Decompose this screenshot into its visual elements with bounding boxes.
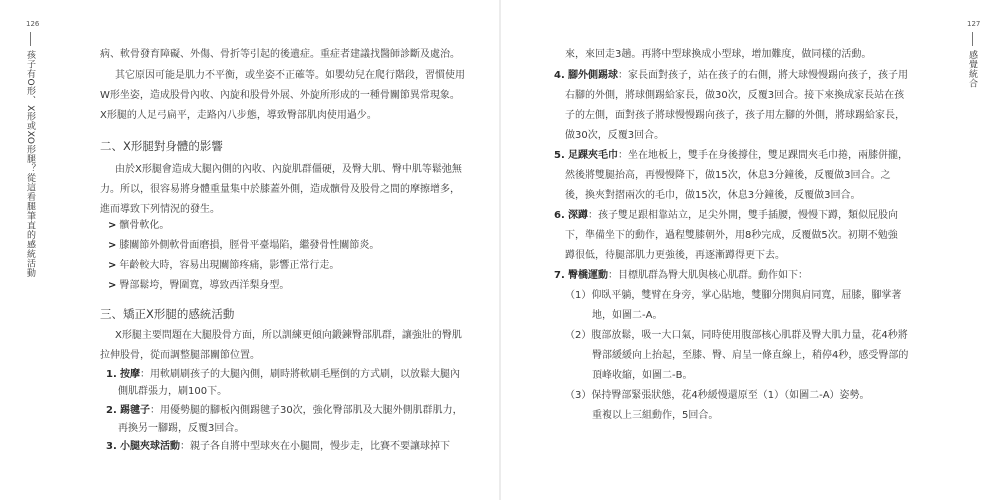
paragraph-line: X形腿的人足弓扁平，走路內八步態，導致臀部肌肉使用過少。 [100,110,377,121]
left-title-rule [30,32,31,46]
activity-item: 1. 按摩：用軟刷刷孩子的大腿內側，刷時將軟刷毛壓倒的方式刷，以放鬆大腿內 [106,369,460,380]
activity-item: 3. 小腿夾球活動：親子各自將中型球夾在小腿間，慢步走，比賽不要讓球掉下 [106,441,450,452]
activity-item-continued: 做30次，反覆3回合。 [565,130,665,141]
paragraph-line: 病、軟骨發育障礙、外傷、骨折等引起的後遺症。重症者建議找醫師診斷及處治。 [100,49,460,60]
arrow-bullet-icon: > [108,240,117,251]
section-heading: 三、矯正X形腿的感統活動 [100,307,235,321]
activity-item-continued: 下，準備坐下的動作，過程雙膝朝外，用8秒完成，反覆做5次。初期不勉強 [565,230,898,241]
right-page-number: 127 [967,20,981,28]
bullet-item: > 膝關節外側軟骨面磨損，脛骨平臺塌陷，繼發骨性關節炎。 [108,240,380,251]
sub-item: （2）腹部放鬆，吸一大口氣，同時使用腹部核心肌群及臀大肌力量，花4秒將 [565,330,908,341]
bullet-item: > 年齡較大時，容易出現關節疼痛，影響正常行走。 [108,260,340,271]
activity-item: 2. 踢毽子：用優勢腿的腳板內側踢毽子30次，強化臀部肌及大腿外側肌群肌力， [106,405,463,416]
paragraph-line: X形腿主要問題在大腿股骨方面，所以訓練更傾向鍛鍊臀部肌群，讓強壯的臀肌 [115,330,462,341]
paragraph-line: 其它原因可能是肌力不平衡，或坐姿不正確等。如嬰幼兒在爬行階段，習慣使用 [115,70,465,81]
right-chapter-title: 感覺統合 [967,50,977,88]
activity-item: 4. 腳外側踢球：家長面對孩子，站在孩子的右側，將大球慢慢踢向孩子，孩子用 [554,70,908,81]
left-page-number: 126 [26,20,40,28]
sub-item-continued: 重複以上三組動作，5回合。 [592,410,719,421]
activity-item: 6. 深蹲：孩子雙足跟相靠站立，足尖外開，雙手插腰，慢慢下蹲，類似屁股向 [554,210,898,221]
paragraph-line: 力。所以，很容易將身體重量集中於膝蓋外側，造成髕骨及股骨之間的摩擦增多， [100,184,460,195]
activity-item-continued: 側肌群張力，刷100下。 [118,386,228,397]
sub-item-continued: 頂峰收縮，如圖二-B。 [592,370,693,381]
paragraph-line: 進而導致下列情況的發生。 [100,204,220,215]
arrow-bullet-icon: > [108,220,117,231]
section-heading: 二、X形腿對身體的影響 [100,139,223,153]
arrow-bullet-icon: > [108,280,117,291]
bullet-item: > 臀部鬆垮，臀圍寬，導致西洋梨身型。 [108,280,290,291]
activity-item-continued: 蹲很低，待腿部肌力更強後，再逐漸蹲得更下去。 [565,250,785,261]
paragraph-line: 拉伸股骨，從而調整腿部關節位置。 [100,350,260,361]
left-chapter-title: 孩子有O形、X形或XO形腿？從這看腿筆直的感統活動 [25,50,35,278]
book-gutter [499,0,501,500]
activity-item-continued: 再換另一腳踢，反覆3回合。 [118,423,245,434]
paragraph-line: W形坐姿，造成股骨內收、內旋和股骨外展、外旋所形成的一種骨關節異常現象。 [100,90,460,101]
bullet-item: > 髕骨軟化。 [108,220,170,231]
paragraph-line: 來，來回走3趟。再將中型球換成小型球，增加難度，做同樣的活動。 [565,49,872,60]
activity-item: 5. 足踝夾毛巾：坐在地板上，雙手在身後撐住，雙足踝間夾毛巾捲，兩膝併攏， [554,150,908,161]
activity-item-continued: 然後將雙腿抬高，再慢慢降下，做15次，休息3分鐘後，反覆做3回合。之 [565,170,891,181]
activity-item-continued: 右腳的外側，將球側踢給家長，做30次，反覆3回合。接下來換成家長站在孩 [565,90,905,101]
sub-item-continued: 臀部緩緩向上抬起，至膝、臀、肩呈一條直線上，稍停4秒，感受臀部的 [592,350,909,361]
sub-item-continued: 地，如圖二-A。 [592,310,663,321]
right-title-rule [972,32,973,46]
sub-item: （3）保持臀部緊張狀態，花4秒緩慢還原至（1）（如圖二-A）姿勢。 [565,390,870,401]
sub-item: （1）仰臥平躺，雙臂在身旁，掌心貼地，雙腳分開與肩同寬，屈膝，腳掌著 [565,290,902,301]
activity-item: 7. 臀橋運動：目標肌群為臀大肌與核心肌群。動作如下： [554,270,808,281]
activity-item-continued: 後，換夾對摺兩次的毛巾，做15次，休息3分鐘後，反覆做3回合。 [565,190,861,201]
activity-item-continued: 子的左側，面對孩子將球慢慢踢向孩子，孩子用左腳的外側，將球踢給家長， [565,110,905,121]
arrow-bullet-icon: > [108,260,117,271]
paragraph-line: 由於X形腿會造成大腿內側的內收、內旋肌群僵硬，及臀大肌、臀中肌等鬆弛無 [115,164,462,175]
